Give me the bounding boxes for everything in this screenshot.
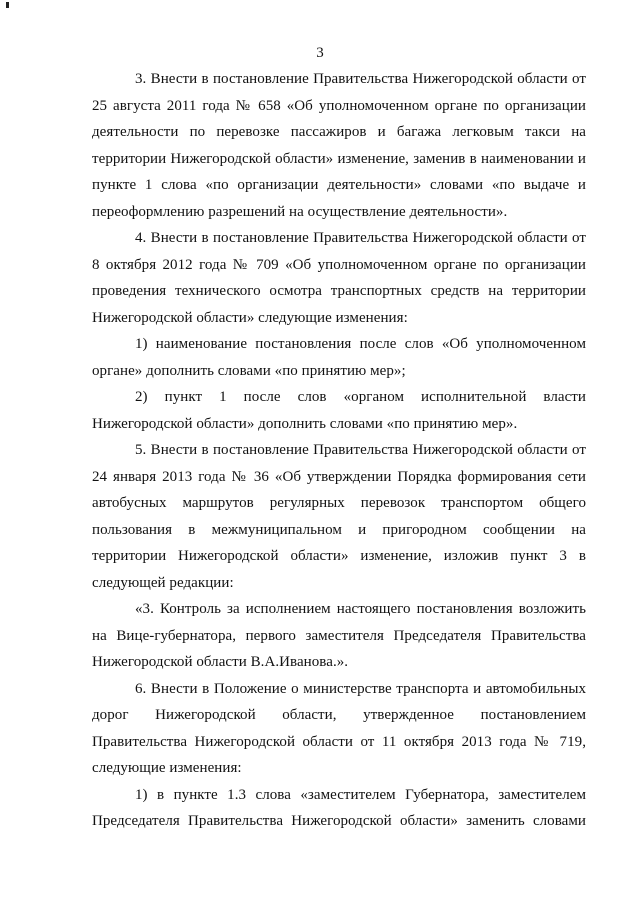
paragraph-subitem-6-1: 1) в пункте 1.3 слова «заместителем Губернатора, заместителем Председателя Правительства Нижегородской области» заменить словами (92, 786, 586, 829)
paragraph-item-3: 3. Внести в постановление Правительства Нижегородской области от 25 августа 2011 года № 658 «Об уполномоченном органе по организации деятельности по перевозке пассажиров и багажа легковым такси на территории Нижегородской области» изменение, заменив в наименовании и пункте 1 слова «по организации деятельности» словами «по выдаче и переоформлению разрешений на осуществление деятельности». (92, 71, 586, 220)
paragraph-item-6: 6. Внести в Положение о министерстве транспорта и автомобильных дорог Нижегородской области, утвержденное постановлением Правительства Нижегородской области от 11 октября 2013 года № 719, следующие изменения: (92, 680, 586, 776)
paragraph-item-4: 4. Внести в постановление Правительства Нижегородской области от 8 октября 2012 года № 709 «Об уполномоченном органе по организации проведения технического осмотра транспортных средств на территории Нижегородской области» следующие изменения: (92, 230, 586, 326)
page-number: 3 (316, 45, 324, 61)
paragraph-item-5: 5. Внести в постановление Правительства Нижегородской области от 24 января 2013 года № 36 «Об утверждении Порядка формирования сети автобусных маршрутов регулярных перевозок транспортом общего пользования в межмуниципальном и пригородном сообщении на территории Нижегородской области» изменение, изложив пункт 3 в следующей редакции: (92, 442, 586, 591)
paragraph-quoted-clause-3: «3. Контроль за исполнением настоящего постановления возложить на Вице-губернатора, первого заместителя Председателя Правительства Нижегородской области В.А.Иванова.». (92, 601, 586, 670)
scan-artifact-mark (6, 2, 9, 8)
document-body (92, 66, 586, 835)
paragraph-subitem-4-2: 2) пункт 1 после слов «органом исполнительной власти Нижегородской области» дополнить словами «по принятию мер». (92, 389, 586, 432)
paragraph-subitem-4-1: 1) наименование постановления после слов «Об уполномоченном органе» дополнить словами «по принятию мер»; (92, 336, 586, 379)
